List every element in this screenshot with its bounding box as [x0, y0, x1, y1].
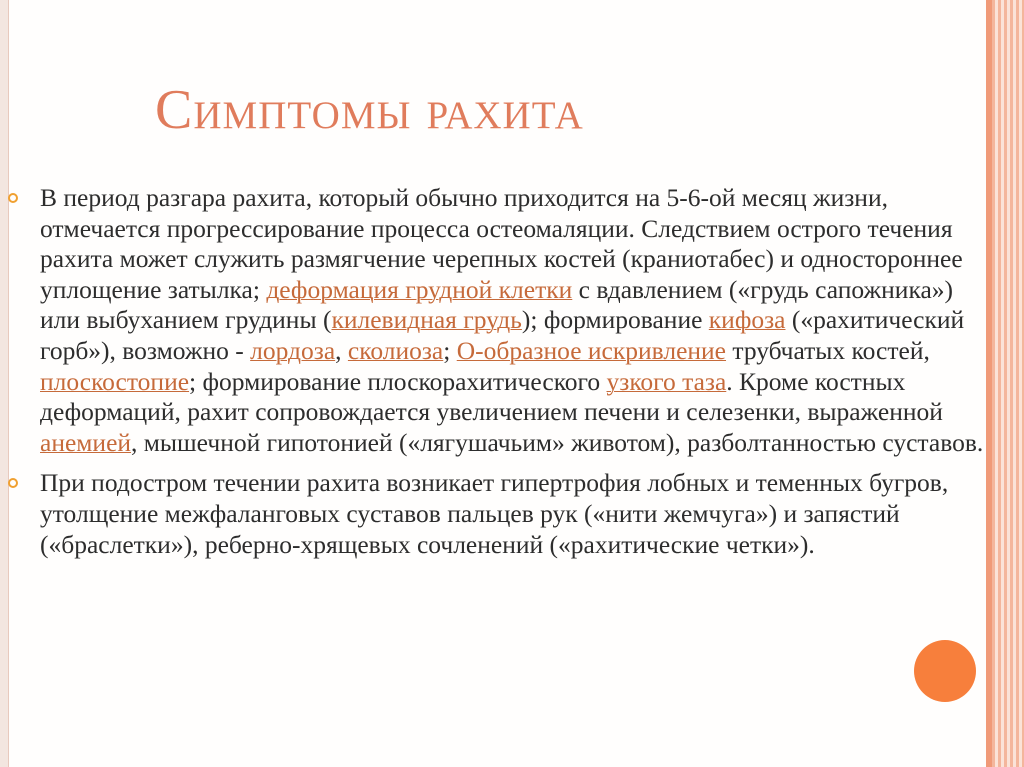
link-chest-deformity[interactable]: деформация грудной клетки	[266, 274, 573, 304]
paragraph-acute	[40, 183, 985, 458]
decorative-stripes	[986, 0, 1024, 767]
slide-title: Симптомы рахита	[155, 79, 584, 141]
text-span: («рахитический горб»), возможно -	[40, 305, 965, 365]
link-keel-chest[interactable]: килевидная грудь	[331, 305, 522, 335]
link-narrow-pelvis[interactable]: узкого таза	[606, 366, 727, 396]
link-lordosis[interactable]: лордоза	[250, 335, 336, 365]
text-span: с вдавлением («грудь сапожника») или выбуханием грудины (	[40, 274, 954, 335]
text-span: , мышечной гипотонией («лягушачьим» животом), разболтанностью суставов.	[131, 427, 984, 457]
bullet-icon	[8, 193, 18, 203]
text-span: При подостром течении рахита возникает гипертрофия лобных и теменных бугров, утолщение межфаланговых суставов пальцев рук («нити жемчуга») и запястий («браслетки»), реберно-хрящевых сочленений («рахитические четки»).	[40, 468, 949, 559]
slide-content	[40, 183, 985, 570]
text-span: В период разгара рахита, который обычно приходится на 5-6-ой месяц жизни, отмечается прогрессирование процесса остеомаляции. Следствием острого течения рахита может служить размягчение черепных костей (краниотабес) и одностороннее уплощение затылка;	[40, 183, 963, 304]
paragraph-subacute	[40, 468, 985, 560]
text-span: ;	[443, 335, 457, 365]
text-span: ,	[335, 335, 348, 365]
decorative-circle	[914, 640, 976, 702]
link-kyphosis[interactable]: кифоза	[708, 305, 786, 335]
text-span: ; формирование плоскорахитического	[189, 366, 607, 396]
text-span: трубчатых костей,	[726, 335, 930, 365]
text-span: . Кроме костных деформаций, рахит сопровождается увеличением печени и селезенки, выраженной	[40, 366, 943, 427]
text-span: ); формирование	[521, 305, 709, 335]
link-scoliosis[interactable]: сколиоза	[347, 335, 444, 365]
link-anemia[interactable]: анемией	[40, 427, 132, 457]
link-flat-feet[interactable]: плоскостопие	[40, 366, 190, 396]
link-o-shaped-curvature[interactable]: О-образное искривление	[456, 335, 727, 365]
